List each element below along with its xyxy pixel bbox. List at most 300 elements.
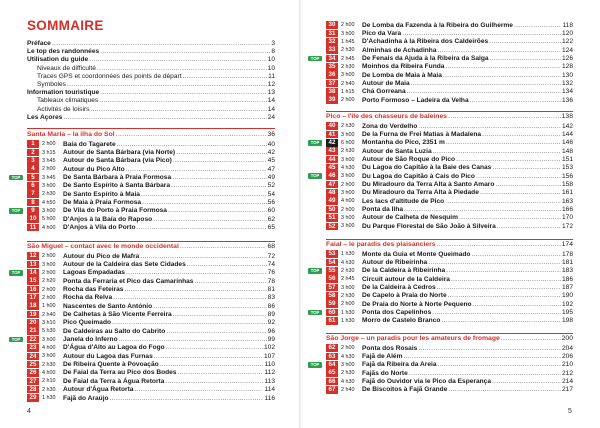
hike-duration: 2 h30: [341, 63, 355, 70]
hike-name: Alminhas de Achadinha: [362, 46, 437, 54]
leader-dots: [495, 181, 561, 188]
leader-dots: [126, 166, 267, 173]
hike-duration: 3 h45: [42, 157, 56, 164]
section-heading: [326, 335, 573, 343]
hike-page: 181: [561, 259, 573, 267]
toc-entry-label: Traces GPS et coordonnées des points de départ: [37, 72, 182, 80]
hike-duration: 4 h00: [42, 224, 56, 231]
top-badge: TOP: [308, 56, 322, 62]
hike-number-badge: 27: [27, 378, 39, 386]
hike-list: [11, 140, 275, 232]
hike-entry: [11, 269, 275, 277]
hike-entry: [326, 283, 573, 291]
hike-number-badge: 57: [326, 284, 338, 292]
hike-name: De Capelo à Praia do Norte: [362, 292, 447, 300]
hike-duration: 3 h00: [341, 361, 355, 368]
hike-name: Rocha da Relva: [63, 294, 113, 302]
hike-page: 187: [561, 284, 573, 292]
hike-number-badge: 3: [27, 157, 39, 165]
leader-dots: [448, 386, 561, 393]
leader-dots: [492, 378, 561, 385]
hike-name: Fajã do Ouvidor via le Pico da Esperança: [362, 378, 491, 386]
hike-entry: [27, 165, 275, 173]
hike-page: 60: [267, 207, 275, 215]
hike-page: 128: [561, 63, 573, 71]
hike-page: 161: [561, 189, 573, 197]
toc-entry-label: Préface: [27, 40, 51, 47]
leader-dots: [110, 395, 264, 402]
hike-page: 76: [267, 269, 275, 277]
hike-number-badge: 47: [326, 181, 338, 189]
hike-name: De Lomba de Maia à Maia: [362, 71, 442, 79]
hike-entry: [27, 223, 275, 231]
hike-number-badge: 34: [326, 55, 338, 63]
hike-entry: [326, 189, 573, 197]
hike-name: De Maia à Praia Formosa: [63, 199, 142, 207]
hike-page: 92: [267, 319, 275, 327]
leader-dots: [456, 156, 561, 163]
hike-number-badge: 19: [27, 311, 39, 319]
leader-dots: [470, 97, 561, 104]
hike-duration: 3 h00: [42, 336, 56, 343]
hike-name: Autour de la Caldeira das Sete Cidades: [63, 261, 186, 269]
hike-name: Autour du Pico de Mafra: [63, 252, 140, 260]
section-page: 138: [561, 113, 573, 120]
hike-page: 190: [561, 292, 573, 300]
hike-entry: [326, 46, 573, 54]
leader-dots: [177, 369, 263, 376]
hike-name: Fajã de Além: [362, 353, 403, 361]
hike-page: 206: [561, 353, 573, 361]
hike-number-badge: 56: [326, 275, 338, 283]
leader-dots: [411, 80, 561, 87]
hike-duration: 1 h45: [341, 38, 355, 45]
hike-duration: 1 h30: [341, 317, 355, 324]
hike-duration: 3 h00: [42, 207, 56, 214]
leader-dots: [489, 38, 561, 45]
hike-name: D'Anjos à Vila do Porto: [63, 224, 136, 232]
hike-page: 130: [561, 71, 573, 79]
hike-entry: [27, 140, 275, 148]
leader-dots: [119, 336, 267, 343]
hike-name: D'Achadinha à la Ribeira dos Caldeirões: [362, 38, 489, 46]
hike-duration: 2 h30: [341, 123, 355, 130]
hike-duration: 2 h40: [341, 80, 355, 87]
leader-dots: [117, 141, 267, 148]
hike-entry: [326, 344, 573, 352]
hike-page: 192: [561, 300, 573, 308]
hike-page: 217: [561, 386, 573, 394]
hike-entry: [326, 29, 573, 37]
hike-name: De Vila do Porto à Praia Formosa: [63, 207, 167, 215]
hike-number-badge: 15: [27, 277, 39, 285]
hike-entry: [27, 215, 275, 223]
hike-number-badge: 6: [27, 182, 39, 190]
section-heading-row: [326, 113, 573, 121]
hike-page: 212: [561, 369, 573, 377]
hike-name: Morro de Castelo Branco: [362, 317, 441, 325]
hike-page: 178: [561, 250, 573, 258]
hike-number-badge: 30: [326, 21, 338, 29]
hike-number-badge: 43: [326, 147, 338, 155]
leader-dots: [165, 378, 263, 385]
hike-page: 112: [264, 369, 275, 377]
leader-dots: [404, 206, 561, 213]
hike-duration: 2 h00: [341, 206, 355, 213]
hike-number-badge: 12: [27, 252, 39, 260]
hike-duration: 3 h00: [341, 173, 355, 180]
leader-dots: [124, 286, 266, 293]
hike-page: 114: [264, 386, 275, 394]
hike-number-badge: 36: [326, 71, 338, 79]
hike-page: 54: [267, 190, 275, 198]
toc-entry-page: 24: [267, 113, 275, 121]
hike-number-badge: 62: [326, 344, 338, 352]
hike-entry: [27, 386, 275, 394]
hike-duration: 5 h00: [42, 216, 56, 223]
hike-page: 132: [561, 80, 573, 88]
section-rule: [326, 111, 573, 112]
hike-name: Autour du Pico Alto: [63, 165, 125, 173]
hike-number-badge: 51: [326, 214, 338, 222]
hike-name: Autour de Santa Luzia: [362, 147, 432, 155]
leader-dots: [514, 22, 562, 29]
hike-entry: [310, 172, 573, 180]
leader-dots: [183, 73, 268, 81]
hike-name: De Ribeira Quente à Povoação: [63, 361, 159, 369]
hike-page: 126: [561, 55, 573, 63]
hike-duration: 2 h00: [341, 181, 355, 188]
right-page: [300, 0, 600, 428]
hike-entry: [326, 96, 573, 104]
hike-duration: 4 h00: [341, 198, 355, 205]
hike-duration: 2 h00: [42, 286, 56, 293]
hike-name: Ponta da Ilha: [362, 206, 404, 214]
hike-name: Lagoas Empadadas: [63, 269, 125, 277]
leader-dots: [97, 65, 267, 73]
hike-entry: [326, 214, 573, 222]
hike-page: 122: [561, 38, 573, 46]
hike-name: Autour de São Roque do Pico: [362, 156, 456, 164]
hike-page: 198: [561, 317, 573, 325]
leader-dots: [418, 123, 561, 130]
top-badge: TOP: [9, 175, 23, 181]
leader-dots: [451, 276, 561, 283]
leader-dots: [89, 56, 266, 64]
hike-entry: [310, 54, 573, 63]
hike-duration: 2 h45: [341, 276, 355, 283]
hike-duration: 2 h10: [42, 378, 56, 385]
hike-number-badge: 48: [326, 189, 338, 197]
hike-list: [310, 344, 573, 394]
hike-duration: 2 h00: [42, 294, 56, 301]
hike-name: Fajãs do Norte: [362, 369, 408, 377]
leader-dots: [497, 223, 561, 230]
hike-page: 134: [561, 88, 573, 96]
section-page: 68: [267, 243, 275, 250]
leader-dots: [63, 114, 266, 122]
hike-page: 56: [267, 199, 275, 207]
toc-entry-page: 11: [268, 72, 275, 80]
leader-dots: [160, 361, 264, 368]
hike-name: De la Caldeira à Ribeirinha: [362, 267, 446, 275]
hike-entry: [310, 267, 573, 275]
leader-dots: [154, 353, 263, 360]
hike-duration: 3 h00: [341, 30, 355, 37]
section-heading-row: [326, 335, 573, 343]
hike-page: 102: [263, 344, 275, 352]
hike-number-badge: 23: [27, 344, 39, 352]
toc-entry: [27, 81, 275, 89]
hike-number-badge: 20: [27, 319, 39, 327]
hike-entry: [326, 292, 573, 300]
hike-number-badge: 64: [326, 361, 338, 369]
hike-name: De Faial da Terra au Pico dos Bodes: [63, 369, 177, 377]
hike-name: Zona do Verdelho: [362, 122, 418, 130]
hike-duration: 1 h15: [341, 88, 355, 95]
section-rule: [326, 239, 573, 240]
leader-dots: [90, 106, 266, 114]
hike-page: 163: [561, 197, 573, 205]
hike-entry: [11, 207, 275, 215]
section-rule: [326, 333, 573, 334]
hike-entry: [326, 21, 573, 29]
hike-entry: [27, 327, 275, 335]
hike-entry: [27, 190, 275, 198]
hike-page: 49: [267, 174, 275, 182]
top-badge: TOP: [9, 208, 23, 214]
hike-page: 136: [561, 96, 573, 104]
hike-duration: 2 h30: [42, 191, 56, 198]
leader-dots: [438, 47, 561, 54]
hike-name: Chá Gorreana: [362, 88, 406, 96]
hike-duration: 2 h40: [42, 311, 56, 318]
section-title: Faial – le paradis des plaisanciers: [326, 241, 436, 248]
hike-entry: [27, 148, 275, 156]
leader-dots: [173, 311, 267, 318]
hike-name: Montanha do Pico, 2351 m: [362, 139, 445, 147]
section-rule: [27, 241, 275, 242]
hike-duration: 2 h20: [42, 278, 56, 285]
hike-name: Du Lagoa do Capitão à la Baie des Canas: [362, 164, 492, 172]
hike-name: De Faial da Terra à Água Retorta: [63, 377, 165, 385]
hike-entry: [27, 360, 275, 368]
leader-dots: [443, 72, 561, 79]
leader-dots: [166, 344, 263, 351]
section-title: São Jorge – un paradis pour les amateurs de fromage: [326, 335, 500, 342]
leader-dots: [446, 267, 561, 274]
hike-duration: 1 h30: [42, 395, 56, 402]
hike-name: Ponta dos Capelinhos: [362, 309, 432, 317]
hike-number-badge: 18: [27, 302, 39, 310]
hike-duration: 2 h00: [42, 269, 56, 276]
leader-dots: [113, 294, 267, 301]
hike-duration: 2 h00: [341, 301, 355, 308]
hike-page: 113: [264, 377, 275, 385]
toc-entry: [27, 106, 275, 114]
leader-dots: [402, 30, 561, 37]
hike-entry: [11, 173, 275, 182]
hike-list: [11, 252, 275, 402]
leader-dots: [194, 278, 266, 285]
hike-number-badge: 24: [27, 353, 39, 361]
leader-dots: [112, 319, 267, 326]
hike-number-badge: 9: [27, 207, 39, 215]
hike-name: Ponta dos Rosais: [362, 344, 418, 352]
hike-entry: [27, 294, 275, 302]
hike-duration: 3 h10: [42, 319, 56, 326]
hike-entry: [310, 308, 573, 317]
hike-entry: [11, 335, 275, 344]
hike-duration: 2 h40: [341, 386, 355, 393]
leader-dots: [116, 131, 267, 139]
hike-duration: 1 h30: [341, 251, 355, 258]
hike-page: 65: [267, 224, 275, 232]
hike-entry: [27, 369, 275, 377]
hike-page: 72: [267, 252, 275, 260]
hike-number-badge: 5: [27, 174, 39, 182]
hike-duration: 2 h30: [42, 361, 56, 368]
section-title: Pico – l'île des chasseurs de baleines: [326, 113, 447, 120]
hike-number-badge: 53: [326, 250, 338, 258]
hike-entry: [27, 285, 275, 293]
hike-duration: 4 h30: [341, 259, 355, 266]
leader-dots: [459, 214, 561, 221]
hike-name: Janela do Inferno: [63, 336, 118, 344]
hike-entry: [310, 139, 573, 147]
toc-entry-label: Utilisation du guide: [27, 56, 89, 64]
hike-number-badge: 31: [326, 30, 338, 38]
leader-dots: [492, 164, 561, 171]
leader-dots: [166, 328, 266, 335]
leader-dots: [142, 199, 267, 206]
hike-duration: 4 h50: [42, 199, 56, 206]
hike-duration: 2 h00: [42, 253, 56, 260]
leader-dots: [476, 173, 561, 180]
hike-name: De Santa Bárbara à Praia Formosa: [63, 174, 172, 182]
hike-number-badge: 35: [326, 63, 338, 71]
hike-number-badge: 66: [326, 378, 338, 386]
toc-entry: [27, 40, 275, 48]
hike-number-badge: 4: [27, 165, 39, 173]
hike-page: 170: [561, 214, 573, 222]
hike-list: [310, 21, 573, 104]
hike-page: 96: [267, 327, 275, 335]
hike-number-badge: 2: [27, 149, 39, 157]
section-heading-row: [27, 131, 275, 139]
section-rule: [27, 128, 275, 129]
hike-entry: [326, 38, 573, 46]
hike-name: Du Miradouro da Terra Alta à Santo Amaro: [362, 181, 495, 189]
hike-duration: 2 h00: [341, 22, 355, 29]
hike-number-badge: 11: [27, 224, 39, 232]
toc-entry-label: Les Açores: [27, 113, 63, 121]
hike-duration: 3 h00: [42, 182, 56, 189]
hike-duration: 3 h00: [341, 156, 355, 163]
leader-dots: [168, 207, 267, 214]
hike-number-badge: 41: [326, 131, 338, 139]
hike-page: 99: [267, 336, 275, 344]
hike-name: Autour de Ribeirinha: [362, 259, 428, 267]
hike-duration: 3 h00: [341, 284, 355, 291]
hike-name: Nascentes de Santo António: [63, 302, 153, 310]
hike-page: 52: [267, 182, 275, 190]
hike-duration: 4 h30: [341, 353, 355, 360]
leader-dots: [134, 386, 263, 393]
hike-entry: [27, 277, 275, 285]
hike-number-badge: 16: [27, 286, 39, 294]
leader-dots: [99, 97, 266, 105]
hike-name: De Lomba da Fazenda à la Ribeira do Guilherme: [362, 21, 513, 29]
hike-number-badge: 8: [27, 199, 39, 207]
hike-page: 158: [561, 181, 573, 189]
hike-entry: [326, 386, 573, 394]
hike-number-badge: 45: [326, 164, 338, 172]
hike-page: 172: [561, 222, 573, 230]
toc-entry: [27, 65, 275, 73]
toc-entry-page: 10: [267, 64, 275, 72]
section-heading: [27, 131, 275, 139]
hike-duration: 2 h30: [341, 370, 355, 377]
hike-name: De Caldeiras au Salto do Cabrito: [63, 327, 166, 335]
hike-entry: [310, 361, 573, 369]
toc-entry-page: 14: [267, 97, 275, 105]
leader-dots: [126, 269, 267, 276]
leader-dots: [437, 241, 561, 249]
leader-dots: [418, 345, 561, 352]
toc-entry-page: 3: [271, 40, 275, 47]
page-number: 4: [27, 408, 31, 415]
hike-number-badge: 22: [27, 336, 39, 344]
leader-dots: [448, 292, 561, 299]
leader-dots: [180, 243, 267, 251]
hike-name: Autour du Lagoa das Furnas: [63, 352, 153, 360]
hike-number-badge: 29: [27, 394, 39, 402]
leader-dots: [176, 149, 267, 156]
hike-duration: 3 h00: [341, 214, 355, 221]
hike-name: Ponta da Ferraria et Pico das Camarinhas: [63, 277, 194, 285]
hike-page: 144: [561, 131, 573, 139]
toc-entry-page: 10: [267, 56, 275, 64]
hike-name: D'Água d'Alto au Lagoa do Fogo: [63, 344, 165, 352]
hike-duration: 2 h30: [341, 47, 355, 54]
toc-entry-label: Niveaux de difficulté: [37, 64, 96, 72]
hike-duration: 6 h00: [341, 139, 355, 146]
toc-entry-label: Le top des randonnées: [27, 48, 100, 56]
hike-page: 47: [267, 165, 275, 173]
leader-dots: [428, 259, 561, 266]
top-badge: TOP: [308, 362, 322, 368]
hike-name: Porto Formoso – Ladeira da Velha: [362, 96, 469, 104]
leader-dots: [480, 189, 561, 196]
hike-page: 118: [562, 21, 573, 29]
hike-entry: [27, 198, 275, 206]
hike-entry: [326, 300, 573, 308]
hike-page: 120: [561, 30, 573, 38]
hike-number-badge: 61: [326, 317, 338, 325]
top-badge: TOP: [308, 140, 322, 146]
hike-entry: [326, 164, 573, 172]
hike-name: Pico Queimado: [63, 319, 111, 327]
hike-number-badge: 13: [27, 261, 39, 269]
hike-entry: [326, 369, 573, 377]
hike-duration: 3 h15: [42, 149, 56, 156]
hike-entry: [326, 352, 573, 360]
hike-duration: 2 h45: [341, 55, 355, 62]
hike-page: 40: [267, 140, 275, 148]
leader-dots: [445, 198, 561, 205]
hike-entry: [326, 71, 573, 79]
